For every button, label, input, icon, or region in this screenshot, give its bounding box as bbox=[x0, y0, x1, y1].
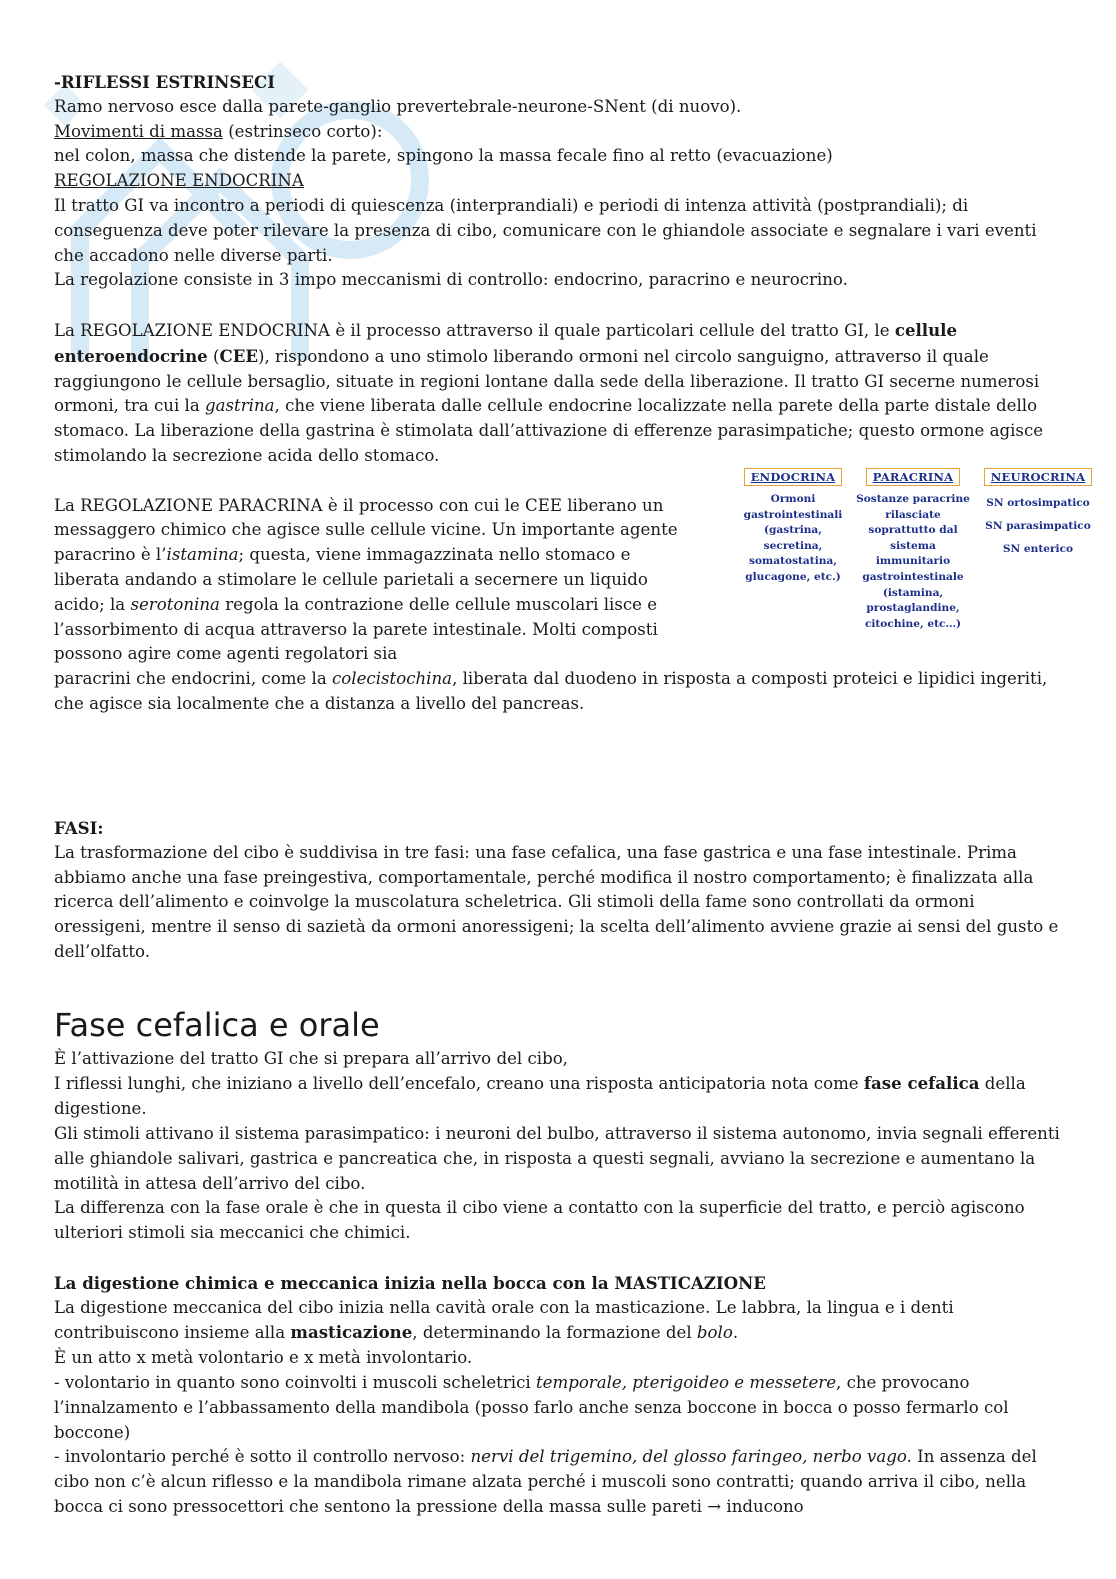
bold-cellule-enteroendocrine: cellule enteroendocrine bbox=[54, 319, 958, 366]
bold-cee: CEE bbox=[219, 345, 258, 366]
regulation-figure bbox=[740, 466, 1096, 646]
paragraph-regolazione-paracrina bbox=[54, 494, 694, 668]
text-span: La REGOLAZIONE ENDOCRINA è il processo attraverso il quale particolari cellule del tratto GI, le bbox=[54, 320, 895, 340]
heading-fasi: FASI: bbox=[54, 817, 104, 838]
paragraph-regolazione-endocrina bbox=[54, 318, 1064, 469]
paragraph-ramo-nervoso: Ramo nervoso esce dalla parete-ganglio prevertebrale-neurone-SNent (di nuovo). bbox=[54, 96, 742, 116]
text-span: regola la contrazione delle cellule muscolari lisce e l’assorbimento di acqua attraverso la parete intestinale. Molti composti possono agire come agenti regolatori sia bbox=[54, 594, 658, 664]
figure-text-neurocrina bbox=[980, 492, 1096, 561]
text-span: La digestione meccanica del cibo inizia nella cavità orale con la masticazione. Le labbra, la lingua e i denti contribuiscono insieme alla bbox=[54, 1297, 954, 1343]
figure-column-endocrina bbox=[740, 466, 846, 586]
text-span: , che viene liberata dalle cellule endocrine localizzate nella parete della parte distale dello stomaco. La liberazione della gastrina è stimolata dall’attivazione di efferenze parasimpatiche; questo ormone agisce stimolando la secrezione acida dello stomaco. bbox=[54, 396, 1044, 465]
paragraph-paracrini-endocrini bbox=[54, 667, 1064, 717]
figure-title-endocrina: ENDOCRINA bbox=[744, 468, 843, 486]
italic-colecistochina: colecistochina bbox=[332, 669, 453, 689]
arrow-right-icon: → bbox=[707, 1497, 722, 1517]
figure-column-neurocrina bbox=[980, 466, 1096, 561]
paragraph-volontario bbox=[54, 1371, 1064, 1445]
text-span: inducono bbox=[721, 1497, 804, 1517]
heading-fase-cefalica-orale: Fase cefalica e orale bbox=[54, 1005, 380, 1044]
paragraph-riflessi-lunghi bbox=[54, 1071, 1064, 1122]
figure-title-neurocrina: NEUROCRINA bbox=[984, 468, 1092, 486]
text-span: ( bbox=[207, 346, 220, 366]
figure-line: SN parasimpatico bbox=[985, 520, 1091, 532]
paragraph-colon: nel colon, massa che distende la parete, spingono la massa fecale fino al retto (evacuazione) bbox=[54, 146, 833, 166]
text-span: In assenza del cibo non c’è alcun riflesso e la mandibola rimane alzata perché i muscoli sono contratti; quando arriva il cibo, nella bocca ci sono pressocettori che sentono la pressione della massa sulle pareti bbox=[54, 1447, 1037, 1517]
italic-serotonina: serotonina bbox=[130, 594, 220, 614]
italic-nervi: nervi del trigemino, del glosso faringeo, nerbo vago. bbox=[470, 1447, 912, 1467]
figure-text-paracrina bbox=[852, 492, 974, 632]
text-span: , liberata dal duodeno in risposta a composti proteici e lipidici ingeriti, che agisce sia localmente che a distanza a livello del pancreas. bbox=[54, 669, 1048, 713]
figure-line: somatostatina, bbox=[749, 555, 837, 568]
figure-line: Ormoni bbox=[770, 493, 816, 505]
figure-line: soprattutto dal bbox=[868, 524, 958, 537]
figure-line: sistema bbox=[890, 539, 936, 552]
text-span: della digestione. bbox=[54, 1074, 1026, 1119]
figure-line: prostaglandine, bbox=[866, 602, 960, 615]
figure-title-paracrina: PARACRINA bbox=[866, 468, 961, 486]
figure-line: gastrointestinale bbox=[862, 570, 964, 583]
italic-bolo: bolo bbox=[696, 1323, 733, 1343]
text-span: . bbox=[732, 1323, 739, 1343]
italic-muscoli: temporale, pterigoideo e messetere bbox=[535, 1373, 837, 1393]
figure-line: rilasciate bbox=[885, 508, 941, 521]
heading-regolazione-endocrina: REGOLAZIONE ENDOCRINA bbox=[54, 171, 304, 191]
paragraph-parasimpatico: Gli stimoli attivano il sistema parasimpatico: i neuroni del bulbo, attraverso il sistema autonomo, invia segnali efferenti alle ghiandole salivari, gastrica e pancreatica che, in risposta a questi segnali, avviano la secrezione e aumentano la motilità in attesa dell’arrivo del cibo. bbox=[54, 1124, 1060, 1193]
text-span: , che provocano l’innalzamento e l’abbassamento della mandibola (posso farlo anche senza boccone in bocca o posso fermarlo col boccone) bbox=[54, 1373, 1009, 1442]
paragraph-attivazione: È l’attivazione del tratto GI che si prepara all’arrivo del cibo, bbox=[54, 1048, 568, 1068]
figure-line: (gastrina, bbox=[763, 524, 822, 537]
text-span: - involontario perché è sotto il controllo nervoso: bbox=[54, 1447, 471, 1467]
heading-masticazione: La digestione chimica e meccanica inizia nella bocca con la MASTICAZIONE bbox=[54, 1272, 766, 1293]
paragraph-fase-orale: La differenza con la fase orale è che in questa il cibo viene a contatto con la superficie del tratto, e perciò agiscono ulteriori stimoli sia meccanici che chimici. bbox=[54, 1198, 1025, 1243]
figure-line: secretina, bbox=[763, 539, 823, 552]
text-span: ), rispondono a uno stimolo liberando ormoni nel circolo sanguigno, attraverso il quale raggiungono le cellule bersaglio, situate in regioni lontane dalla sede della liberazione. Il tratto GI secerne numerosi ormoni, tra cui la bbox=[54, 346, 1040, 416]
text-span: ; questa, viene immagazzinata nello stomaco e liberata andando a stimolare le cellule parietali a secernere un liquido acido; la bbox=[54, 545, 648, 614]
figure-line: Sostanze paracrine bbox=[856, 493, 970, 505]
italic-istamina: istamina bbox=[166, 545, 239, 565]
paragraph-involontario bbox=[54, 1445, 1064, 1519]
figure-line: citochine, etc…) bbox=[864, 617, 962, 630]
figure-line: SN enterico bbox=[1002, 543, 1074, 555]
document-body bbox=[54, 70, 1064, 1520]
figure-line: (istamina, bbox=[882, 586, 944, 599]
text-span: - volontario in quanto sono coinvolti i muscoli scheletrici bbox=[54, 1373, 536, 1393]
bold-fase-cefalica: fase cefalica bbox=[863, 1073, 980, 1094]
figure-line: immunitario bbox=[875, 555, 951, 568]
figure-column-paracrina bbox=[852, 466, 974, 632]
bold-masticazione: masticazione bbox=[290, 1322, 413, 1343]
figure-line: SN ortosimpatico bbox=[986, 497, 1090, 509]
paragraph-fasi: La trasformazione del cibo è suddivisa in tre fasi: una fase cefalica, una fase gastrica e una fase intestinale. Prima abbiamo anche una fase preingestiva, comportamentale, perché modifica il nostro comportamento; è finalizzata alla ricerca dell’alimento e coinvolge la muscolatura scheletrica. Gli stimoli della fame sono controllati da ormoni oressigeni, mentre il senso di sazietà da ormoni anoressigeni; la scelta dell’alimento avviene grazie ai sensi del gusto e dell’olfatto. bbox=[54, 842, 1059, 961]
figure-line: glucagone, etc.) bbox=[745, 570, 841, 583]
text-span: La REGOLAZIONE PARACRINA è il processo con cui le CEE liberano un messaggero chimico che agisce sulle cellule vicine. Un importante agente paracrino è l’ bbox=[54, 495, 678, 565]
text-mass-suffix: (estrinseco corto): bbox=[222, 121, 383, 141]
paragraph-tratto-gi: Il tratto GI va incontro a periodi di quiescenza (interprandiali) e periodi di intenza attività (postprandiali); di conseguenza deve poter rilevare la presenza di cibo, comunicare con le ghiandole associate e segnalare i vari eventi che accadono nelle diverse parti. bbox=[54, 195, 1037, 265]
text-span: I riflessi lunghi, che iniziano a livello dell’encefalo, creano una risposta anticipatoria nota come bbox=[54, 1074, 864, 1094]
figure-text-endocrina bbox=[740, 492, 846, 586]
paragraph-atto: È un atto x metà volontario e x metà involontario. bbox=[54, 1348, 473, 1368]
text-span: paracrini che endocrini, come la bbox=[54, 669, 333, 689]
italic-gastrina: gastrina bbox=[205, 396, 275, 416]
paragraph-digestione-meccanica bbox=[54, 1296, 1064, 1347]
paragraph-meccanismi-controllo: La regolazione consiste in 3 impo meccanismi di controllo: endocrino, paracrino e neurocrino. bbox=[54, 270, 848, 290]
figure-line: gastrointestinali bbox=[743, 508, 843, 521]
paragraph-movimenti-di-massa bbox=[54, 120, 1064, 145]
heading-riflessi-estrinseci: -RIFLESSI ESTRINSECI bbox=[54, 72, 275, 92]
label-movimenti-di-massa: Movimenti di massa bbox=[54, 121, 223, 141]
text-span: , determinando la formazione del bbox=[412, 1323, 697, 1343]
